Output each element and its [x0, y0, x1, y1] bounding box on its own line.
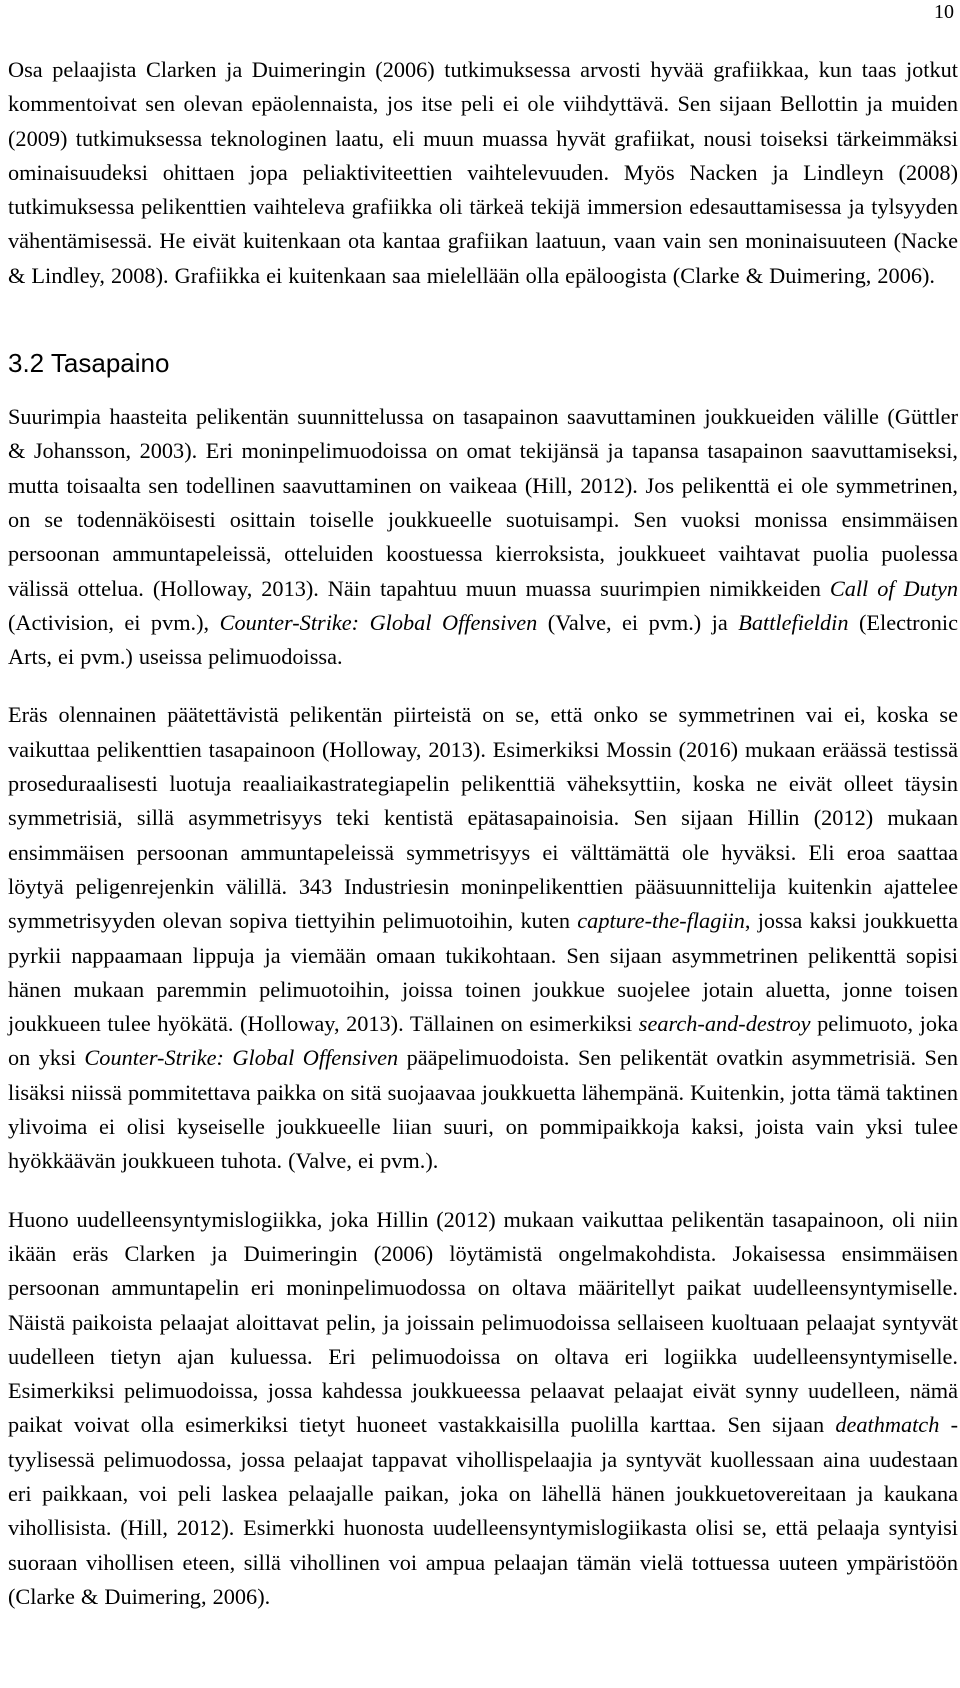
text-run: , jossa kaksi joukkuetta pyrkii nappaamaan lippuja ja viemään omaan tukikohtaan. Sen sijaan asymmetrinen pelikenttä sopisi hänen mukaan paremmin pelimuotoihin, joissa toinen joukkue suojelee jotain aluetta, jonne toisen joukkueen tulee hyökätä. (Holloway, 2013). Tällainen on esimerkiksi [8, 908, 958, 1037]
text-run: Eräs olennainen päätettävistä pelikentän piirteistä on se, että onko se symmetrinen vai ei, koska se vaikuttaa pelikenttien tasapainoon (Holloway, 2013). Esimerkiksi Mossin (2016) mukaan eräässä testissä proseduraalisesti luotuja reaaliaikastrategiapelin pelikenttiä väheksyttiin, koska ne eivät olleet täysin symmetrisiä, sillä asymmetrisyys teki kentistä epätasapainoisia. Sen sijaan Hillin (2012) mukaan ensimmäisen persoonan ammuntapeleissä symmetrisyys ei välttämättä ole hyväksi. Eli eroa saattaa löytyä peligenrejenkin välillä. 343 Industriesin moninpelikenttien pääsuunnittelija kuitenkin ajattelee symmetrisyyden olevan sopiva tiettyihin pelimuotoihin, kuten [8, 702, 958, 934]
text-run: Suurimpia haasteita pelikentän suunnittelussa on tasapainon saavuttaminen joukkueiden välille (Güttler & Johansson, 2003). Eri moninpelimuodoissa on omat tekijänsä ja tapansa tasapainon saavuttamiseksi, mutta toisaalta sen todellinen saavuttaminen on vaikeaa (Hill, 2012). Jos pelikenttä ei ole symmetrinen, on se todennäköisesti osittain toiselle joukkueelle suotuisampi. Sen vuoksi monissa ensimmäisen persoonan ammuntapeleissä, otteluiden koostuessa kierroksista, joukkueet vaihtavat puolia puolessa välissä ottelua. (Holloway, 2013). Näin tapahtuu muun muassa suurimpien nimikkeiden [8, 404, 958, 601]
paragraph-respawn [8, 1203, 958, 1615]
italic-title-run: capture-the-flagiin [577, 908, 745, 934]
italic-title-run: Counter-Strike: Global Offensiven [84, 1045, 399, 1071]
paragraph-balance-intro [8, 400, 958, 674]
italic-title-run: Battlefieldin [738, 609, 849, 635]
text-run: (Activision, ei pvm.), [8, 609, 220, 635]
italic-title-run: Counter-Strike: Global Offensiven [219, 609, 538, 635]
text-run: Osa pelaajista Clarken ja Duimeringin (2006) tutkimuksessa arvosti hyvää grafiikkaa, kun taas jotkut kommentoivat sen olevan epäolennaista, jos itse peli ei ole viihdyttävä. Sen sijaan Bellottin ja muiden (2009) tutkimuksessa teknologinen laatu, eli muun muassa hyvät grafiikat, nousi toiseksi tärkeimmäksi ominaisuudeksi ohittaen jopa peliaktiviteettien vaihtelevuuden. Myös Nacken ja Lindleyn (2008) tutkimuksessa pelikenttien vaihteleva grafiikka oli tärkeä tekijä immersion edesauttamisessa ja tylsyyden vähentämisessä. He eivät kuitenkaan ota kantaa grafiikan laatuun, vaan vain sen moninaisuuteen (Nacke & Lindley, 2008). Grafiikka ei kuitenkaan saa mielellään olla epäloogista (Clarke & Duimering, 2006). [8, 57, 958, 288]
paragraph-graphics [8, 53, 958, 293]
text-run: -tyylisessä pelimuodossa, jossa pelaajat tappavat vihollispelaajia ja syntyvät kuollessaan aina uudestaan eri paikkaan, voi peli laskea pelaajalle paikan, joka on lähellä hänen joukkuetovereitaan ja kaukana vihollisista. (Hill, 2012). Esimerkki huonosta uudelleensyntymislogiikasta olisi se, että pelaaja syntyisi suoraan vihollisen eteen, sillä vihollinen voi ampua pelaajan tämän vielä tottuessa uuteen ympäristöön (Clarke & Duimering, 2006). [8, 1412, 958, 1609]
section-heading: 3.2 Tasapaino [8, 348, 170, 379]
document-body [8, 53, 958, 1614]
text-run: Huono uudelleensyntymislogiikka, joka Hillin (2012) mukaan vaikuttaa pelikentän tasapainoon, oli niin ikään eräs Clarken ja Duimeringin (2006) löytämistä ongelmakohdista. Jokaisessa ensimmäisen persoonan ammuntapelin eri moninpelimuodossa on oltava määritellyt paikat uudelleensyntymiselle. Näistä paikoista pelaajat aloittavat pelin, ja joissain pelimuodoissa sellaiseen kuoltuaan pelaajat syntyvät uudelleen tietyn ajan kuluessa. Eri pelimuodoissa on oltava eri logiikka uudelleensyntymiselle. Esimerkiksi pelimuodoissa, jossa kahdessa joukkueessa pelaavat pelaajat eivät synny uudelleen, nämä paikat voivat olla esimerkiksi tietyt huoneet vastakkaisilla puolilla karttaa. Sen sijaan [8, 1206, 958, 1438]
italic-title-run: search-and-destroy [638, 1011, 811, 1037]
italic-title-run: Call of Dutyn [829, 575, 958, 601]
text-run: pelimuoto, joka on yksi [8, 1011, 959, 1071]
text-run: pääpelimuodoista. Sen pelikentät ovatkin asymmetrisiä. Sen lisäksi niissä pommitettava paikka on sitä suojaavaa joukkuetta lähempänä. Kuitenkin, jotta tämä taktinen ylivoima ei olisi kyseiselle joukkueelle liian suuri, on pommipaikkoja kaksi, joista vain yksi tulee hyökkäävän joukkueen tuhota. (Valve, ei pvm.). [8, 1045, 958, 1174]
page-number: 10 [934, 1, 954, 23]
text-run: (Valve, ei pvm.) ja [537, 609, 739, 635]
text-run: (Electronic Arts, ei pvm.) useissa pelimuodoissa. [8, 609, 958, 670]
italic-title-run: deathmatch [835, 1412, 940, 1438]
paragraph-symmetry [8, 698, 958, 1178]
